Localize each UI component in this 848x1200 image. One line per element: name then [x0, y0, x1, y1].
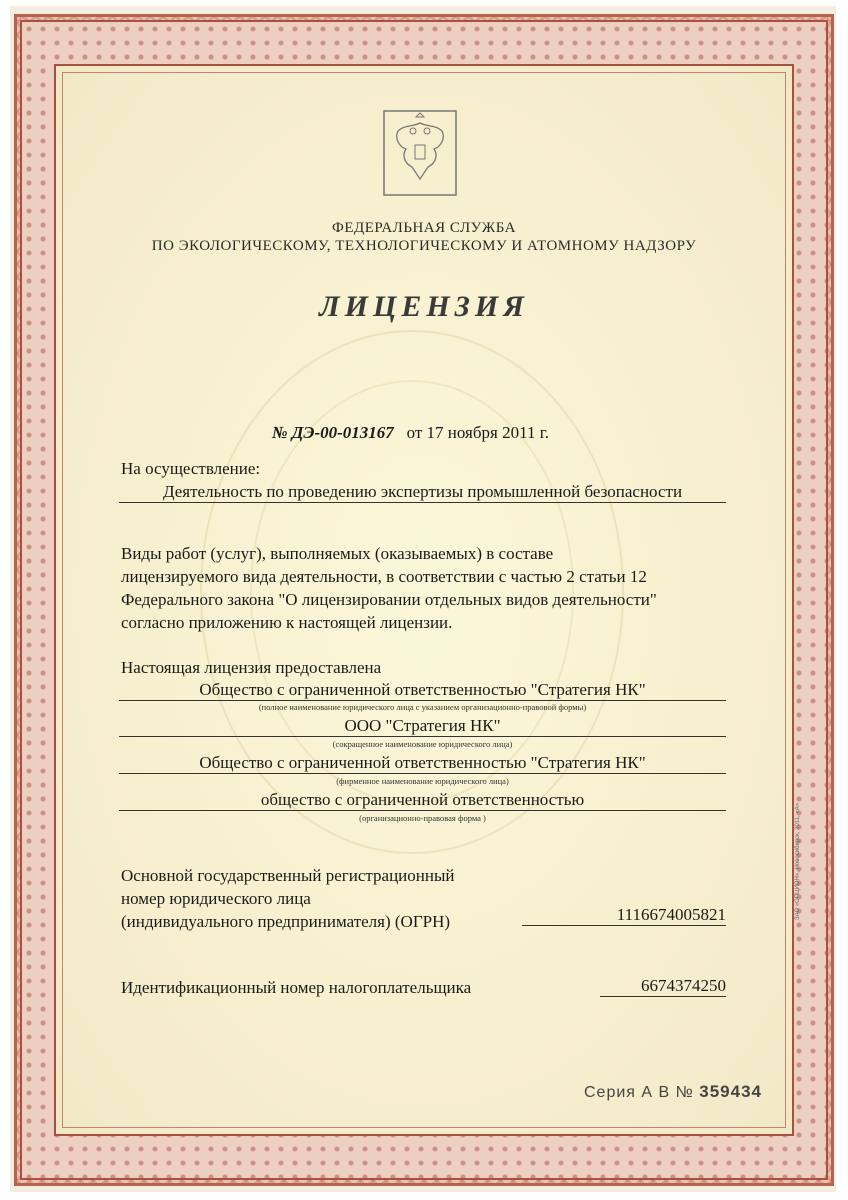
short-name-caption: (сокращенное наименование юридического лица) — [332, 739, 513, 749]
series-number — [584, 1082, 762, 1102]
granted-label: Настоящая лицензия предоставлена — [121, 658, 382, 677]
coat-of-arms-icon — [382, 109, 458, 197]
series-label: Серия А В № — [584, 1084, 694, 1101]
ogrn-label-line1: Основной государственный регистрационный — [121, 866, 455, 885]
series-value: 359434 — [699, 1082, 762, 1101]
ogrn-label-line3: (индивидуального предпринимателя) (ОГРН) — [121, 912, 451, 931]
legal-form-caption: (организационно-правовая форма ) — [359, 813, 486, 823]
works-line2: лицензируемого вида деятельности, в соответствии с частью 2 статьи 12 — [121, 567, 647, 586]
brand-name-caption: (фирменное наименование юридического лица) — [336, 776, 509, 786]
inn-value: 6674374250 — [600, 976, 726, 997]
legal-form: общество с ограниченной ответственностью — [119, 790, 726, 811]
ogrn-value: 1116674005821 — [522, 905, 726, 926]
license-date: от 17 ноября 2011 г. — [406, 423, 550, 442]
ogrn-label-line2: номер юридического лица — [121, 889, 311, 908]
activity-value: Деятельность по проведению экспертизы промышленной безопасности — [119, 482, 726, 503]
works-line4: согласно приложению к настоящей лицензии. — [121, 613, 453, 632]
inn-label: Идентификационный номер налогоплательщика — [121, 978, 472, 997]
full-name-caption: (полное наименование юридического лица с указанием организационно-правовой формы) — [258, 702, 587, 712]
brand-name: Общество с ограниченной ответственностью "Стратегия НК" — [119, 753, 726, 774]
activity-label: На осуществление: — [121, 459, 261, 478]
short-name: ООО "Стратегия НК" — [119, 716, 726, 737]
agency-name-line2: ПО ЭКОЛОГИЧЕСКОМУ, ТЕХНОЛОГИЧЕСКОМУ И АТОМНОМУ НАДЗОРУ — [151, 238, 697, 254]
license-number-line — [272, 423, 549, 443]
works-line3: Федерального закона "О лицензировании отдельных видов деятельности" — [121, 590, 657, 609]
printer-imprint: ЗАО «ОПЦИОН», Новосибирск, 2011, «А» — [795, 802, 801, 920]
agency-name-line1: ФЕДЕРАЛЬНАЯ СЛУЖБА — [332, 220, 516, 236]
works-line1: Виды работ (услуг), выполняемых (оказываемых) в составе — [121, 544, 554, 563]
document-title: ЛИЦЕНЗИЯ — [319, 290, 529, 323]
full-name: Общество с ограниченной ответственностью "Стратегия НК" — [119, 680, 726, 701]
license-number: № ДЭ-00-013167 — [272, 423, 394, 442]
